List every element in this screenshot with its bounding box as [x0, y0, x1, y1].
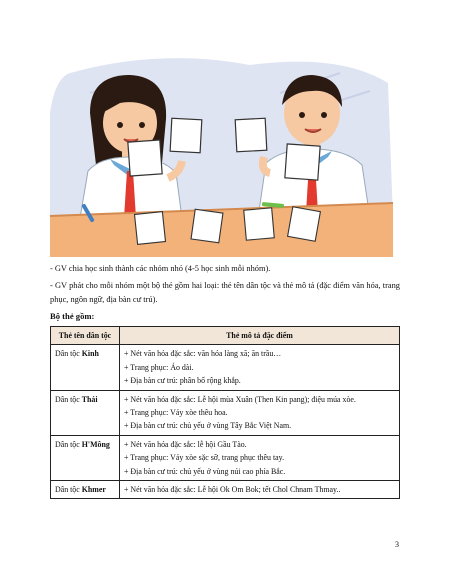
paragraph-card-distribution: - GV phát cho mỗi nhóm một bộ thẻ gồm hai loại: thẻ tên dân tộc và thẻ mô tả (đặc điểm văn hóa, trang phục, ngôn ngữ, địa bàn cư trú). [50, 281, 400, 304]
paragraph-grouping: - GV chia học sinh thành các nhóm nhỏ (4-5 học sinh mỗi nhóm). [50, 264, 271, 273]
ethnic-name-cell: Dân tộc Khmer [51, 481, 120, 499]
description-cell [120, 481, 400, 499]
description-line: + Nét văn hóa đặc sắc: Lễ hội Ok Om Bok; tết Chol Chnam Thmay.. [124, 485, 341, 495]
ethnic-name: H'Mông [81, 439, 110, 449]
ethnic-name-cell: Dân tộc Kinh [51, 345, 120, 390]
section-heading: Bộ thẻ gồm: [50, 311, 95, 321]
ethnic-name-cell: Dân tộc H'Mông [51, 435, 120, 480]
description-cell [120, 435, 400, 480]
description-line: + Trang phục: Váy xòe thêu hoa. [124, 408, 228, 418]
description-line: + Trang phục: Áo dài. [124, 362, 194, 372]
header-description: Thẻ mô tả đặc điểm [120, 327, 400, 345]
ethnic-card-table [50, 326, 400, 499]
ethnic-name-cell: Dân tộc Thái [51, 390, 120, 435]
description-line: + Trang phục: Váy xòe sặc sỡ, trang phục thêu tay. [124, 453, 285, 463]
table-header-row [51, 327, 400, 345]
description-line: + Địa bàn cư trú: phân bố rộng khắp. [124, 376, 241, 386]
ethnic-name: Thái [81, 394, 98, 404]
table-row [51, 435, 400, 480]
ethnic-name: Khmer [81, 485, 106, 495]
table-row [51, 390, 400, 435]
description-line: + Nét văn hóa đặc sắc: lễ hội Gầu Tào. [124, 439, 247, 449]
description-line: + Nét văn hóa đặc sắc: Lễ hội mùa Xuân (Then Kin pang); điệu múa xòe. [124, 394, 356, 404]
description-cell [120, 345, 400, 390]
description-line: + Địa bàn cư trú: chủ yếu ở vùng Tây Bắc Việt Nam. [124, 421, 292, 431]
table-row [51, 481, 400, 499]
table-row [51, 345, 400, 390]
description-cell [120, 390, 400, 435]
header-ethnic-name: Thẻ tên dân tộc [51, 327, 120, 345]
description-line: + Nét văn hóa đặc sắc: văn hóa làng xã; ăn trầu… [124, 349, 282, 359]
page-number: 3 [395, 540, 399, 549]
ethnic-name: Kinh [81, 349, 99, 359]
description-line: + Địa bàn cư trú: chủ yếu ở vùng núi cao phía Bắc. [124, 466, 286, 476]
illustration-students-cards [50, 53, 393, 257]
